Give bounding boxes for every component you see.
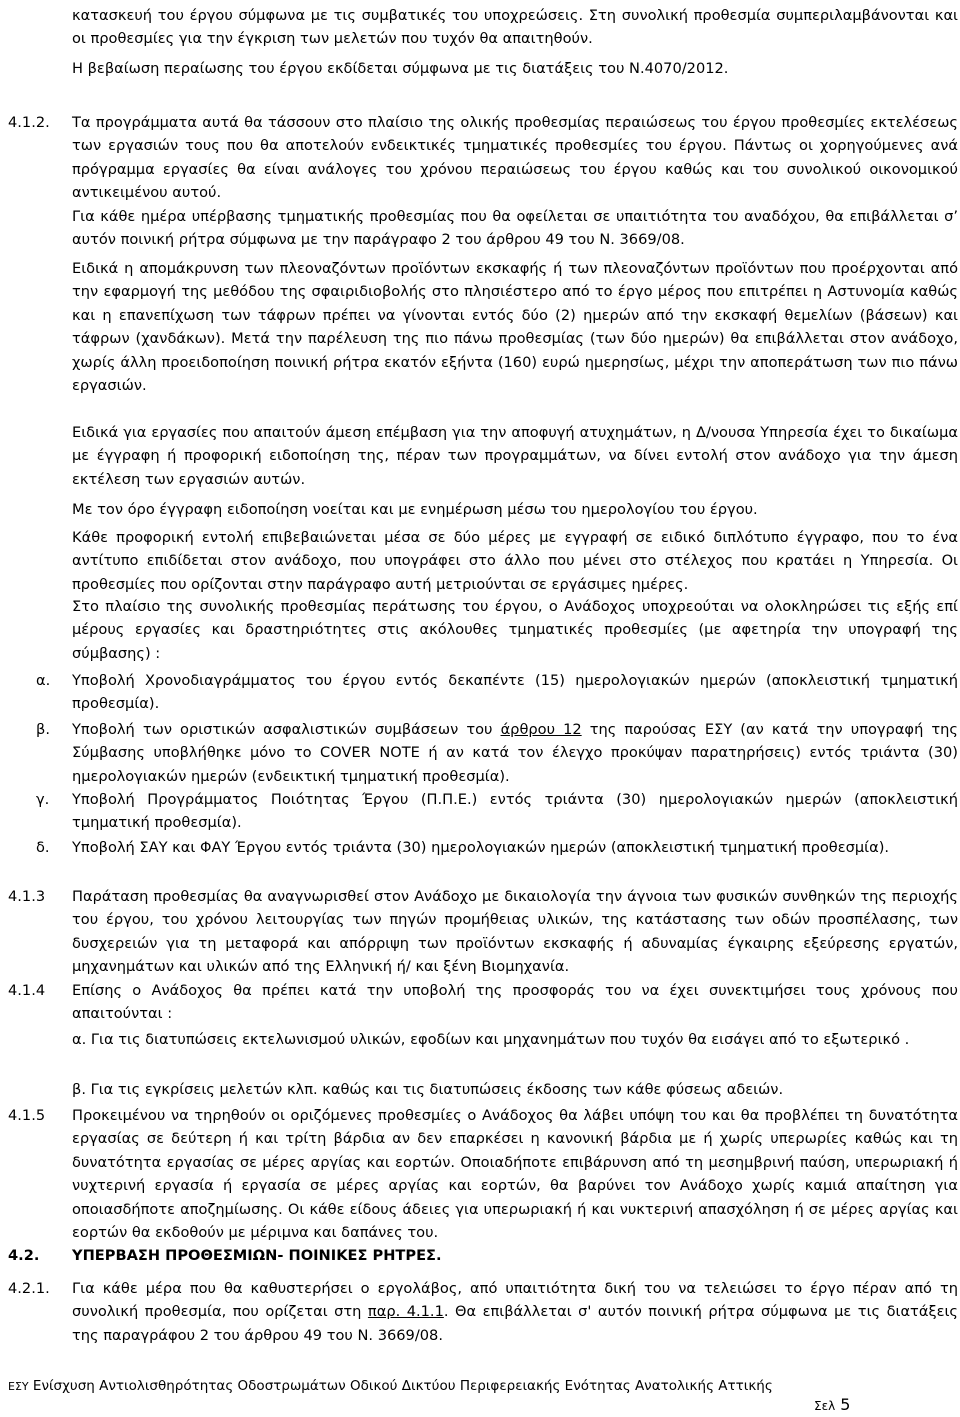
section-number-4-2: 4.2. [8, 1247, 40, 1264]
footer-prefix: ΕΣΥ [8, 1380, 29, 1393]
section-number-4-1-2: 4.1.2. [8, 114, 50, 131]
delay-penalty-paragraph [72, 1277, 958, 1347]
page-label: Σελ [814, 1399, 836, 1413]
page-number-value: 5 [840, 1395, 851, 1414]
paragraph-4-1-1-link[interactable]: παρ. 4.1.1 [367, 1303, 444, 1321]
list-item-c-text: Υποβολή Προγράμματος Ποιότητας Έργου (Π.Π.Ε.) εντός τριάντα (30) ημερολογιακών ημερών (αποκλειστική τμηματική προθεσμία). [72, 791, 958, 832]
intro-paragraph: κατασκευή του έργου σύμφωνα με τις συμβατικές του υποχρεώσεις. Στη συνολική προθεσμία συμπεριλαμβάνονται και οι προθεσμίες για την έγκριση των μελετών που τυχόν θα απαιτηθούν. [72, 7, 958, 48]
penalty-paragraph: Για κάθε ημέρα υπέρβασης τμηματικής προθεσμίας που θα οφείλεται σε υπαιτιότητα του αναδόχου, θα επιβάλλεται σ’ αυτόν ποινική ρήτρα σύμφωνα με την παράγραφο 2 του άρθρου 49 του Ν. 3669/08. [72, 208, 958, 249]
article-12-link[interactable]: άρθρου 12 [500, 721, 582, 738]
footer-title: Ενίσχυση Αντιολισθηρότητας Οδοστρωμάτων Οδικού Δικτύου Περιφερειακής Ενότητας Ανατολικής Αττικής [32, 1378, 773, 1394]
list-item-b-text [72, 718, 958, 788]
list-item-b-post: της παρούσας ΕΣΥ (αν κατά την υπογραφή της Σύμβασης υποβλήθηκε μόνο το COVER NOTE ή αν κατά τον έλεγχο προκύψαν παρατηρήσεις) εντός τριάντα (30) ημερολογιακών ημερών (ενδεικτική τμηματική προθεσμία). [72, 721, 958, 785]
list-item-d-text: Υποβολή ΣΑΥ και ΦΑΥ Έργου εντός τριάντα (30) ημερολογιακών ημερών (αποκλειστική τμηματική προθεσμία). [72, 839, 890, 856]
approvals-item: β. Για τις εγκρίσεις μελετών κλπ. καθώς και τις διατυπώσεις έκδοσης των κάθε φύσεως αδειών. [72, 1081, 784, 1098]
urgent-works-paragraph: Ειδικά για εργασίες που απαιτούν άμεση επέμβαση για την αποφυγή ατυχημάτων, η Δ/νουσα Υπηρεσία έχει το δικαίωμα με έγγραφη ή προφορική ειδοποίηση της, πέραν των προγραμμάτων, να δίνει εντολή στον ανάδοχο για την άμεση εκτέλεση των εργασιών αυτών. [72, 424, 958, 488]
customs-item: α. Για τις διατυπώσεις εκτελωνισμού υλικών, εφοδίων και μηχανημάτων που τυχόν θα εισάγει από το εξωτερικό . [72, 1031, 910, 1048]
written-notice-paragraph: Με τον όρο έγγραφη ειδοποίηση νοείται και με ενημέρωση μέσω του ημερολογίου του έργου. [72, 501, 758, 518]
delay-penalty-post: . Θα επιβάλλεται σ' αυτόν ποινική ρήτρα σύμφωνα με τις διατάξεις της παραγράφου 2 του άρθρου 49 του Ν. 3669/08. [72, 1303, 958, 1344]
excavation-paragraph: Ειδικά η απομάκρυνση των πλεοναζόντων προϊόντων εκσκαφής ή των πλεοναζόντων προϊόντων που προέρχονται από την εφαρμογή της μεθόδου της σφαιριδιοβολής στο πλησιέστερο από το έργο μέρος που επιτρέπει η Αστυνομία καθώς και η επανεπίχωση των τάφρων πρέπει να γίνονται εντός δύο (2) ημερών από την εκσκαφή θεμελίων (βάσεων) και τάφρων (χανδάκων). Μετά την παρέλευση της πιο πάνω προθεσμίας (των δύο ημερών) θα επιβάλλεται στον ανάδοχο, χωρίς άλλη προειδοποίηση ποινική ρήτρα εκατόν εξήντα (160) ευρώ ημερησίως, μέχρι την αποπεράτωση των πιο πάνω εργασιών. [72, 260, 958, 395]
section-number-4-1-4: 4.1.4 [8, 982, 46, 999]
section-number-4-1-5: 4.1.5 [8, 1107, 46, 1124]
delay-penalty-pre: Για κάθε μέρα που θα καθυστερήσει ο εργολάβος, από υπαιτιότητα δική του να τελειώσει το έργο πέραν από τη συνολική προθεσμία, που ορίζεται στη [72, 1280, 958, 1321]
time-estimation-paragraph: Επίσης ο Ανάδοχος θα πρέπει κατά την υποβολή της προσφοράς του να έχει συνεκτιμήσει τους χρόνους που απαιτούνται : [72, 982, 958, 1023]
page-footer [8, 1378, 773, 1394]
list-item-b-label: β. [36, 721, 50, 738]
extension-paragraph: Παράταση προθεσμίας θα αναγνωρισθεί στον Ανάδοχο με δικαιολογία την άγνοια των φυσικών συνθηκών της περιοχής του έργου, του χρόνου λειτουργίας των πηγών προμήθειας υλικών, της κατάστασης των οδών προσπέλασης, των δυσχερειών για τη μεταφορά και απόρριψη των προϊόντων εκσκαφής ή αδυναμίας έγκαιρης εξεύρεσης εργατών, μηχανημάτων και υλικών από της Ελληνική ή/ και ξένη Βιομηχανία. [72, 888, 958, 976]
list-item-a-label: α. [36, 672, 51, 689]
list-item-d-label: δ. [36, 839, 50, 856]
page-number [814, 1395, 850, 1414]
oral-order-paragraph: Κάθε προφορική εντολή επιβεβαιώνεται μέσα σε δύο μέρες με εγγραφή σε ειδικό διπλότυπο έγγραφο, που το ένα αντίτυπο επιδίδεται στον ανάδοχο, που υπογράφει στο άλλο που μένει στο στέλεχος που κρατάει η Υπηρεσία. Οι προθεσμίες που ορίζονται στην παράγραφο αυτή μετριούνται σε εργάσιμες ημέρες. [72, 529, 958, 593]
list-item-a-text: Υποβολή Χρονοδιαγράμματος του έργου εντός δεκαπέντε (15) ημερολογιακών ημερών (αποκλειστική τμηματική προθεσμία). [72, 672, 958, 713]
programs-paragraph: Τα προγράμματα αυτά θα τάσσουν στο πλαίσιο της ολικής προθεσμίας περαιώσεως του έργου προθεσμίες εκτελέσεως των εργασιών τους που θα αποτελούν ενδεικτικές τμηματικές προθεσμίες του έργου. Πάντως οι χορηγούμενες ανά πρόγραμμα εργασίες θα είναι ανάλογες του χρόνου περαιώσεως του έργου καθώς και του συνολικού οικονομικού αντικειμένου αυτού. [72, 114, 958, 202]
section-number-4-1-3: 4.1.3 [8, 888, 46, 905]
completion-paragraph: Η βεβαίωση περαίωσης του έργου εκδίδεται σύμφωνα με τις διατάξεις του Ν.4070/2012. [72, 60, 729, 77]
shifts-paragraph: Προκειμένου να τηρηθούν οι οριζόμενες προθεσμίες ο Ανάδοχος θα λάβει υπόψη του και θα προβλέπει τη δυνατότητα εργασίας σε δεύτερη ή και τρίτη βάρδια αν δεν επαρκέσει η κανονική βάρδια με ή χωρίς υπερωρίες καθώς και τη δυνατότητα εργασίας σε μέρες αργίας και εορτών. Οποιαδήποτε επιβάρυνση από τη μεσημβρινή παύση, υπερωριακή ή νυχτερινή εργασία ή εργασία σε μέρες αργίας και εορτών, θα βαρύνει τον Ανάδοχο χωρίς καμιά απαίτηση για οποιασδήποτε αποζημίωσης. Οι κάθε είδους άδειες για υπερωριακή ή και νυκτερινή απασχόληση ή σε μέρες αργίας και εορτών θα εκδοθούν με μέριμνα και δαπάνες του. [72, 1107, 958, 1242]
section-heading-penalties: ΥΠΕΡΒΑΣΗ ΠΡΟΘΕΣΜΙΩΝ- ΠΟΙΝΙΚΕΣ ΡΗΤΡΕΣ. [72, 1247, 442, 1264]
partial-deadlines-paragraph: Στο πλαίσιο της συνολικής προθεσμίας περάτωσης του έργου, ο Ανάδοχος υποχρεούται να ολοκληρώσει τις εξής επί μέρους εργασίες και δραστηριότητες στις ακόλουθες τμηματικές προθεσμίες (με αφετηρία την υπογραφή της σύμβασης) : [72, 598, 958, 662]
list-item-b-pre: Υποβολή των οριστικών ασφαλιστικών συμβάσεων του [72, 721, 501, 738]
list-item-c-label: γ. [36, 791, 50, 808]
section-number-4-2-1: 4.2.1. [8, 1280, 50, 1297]
